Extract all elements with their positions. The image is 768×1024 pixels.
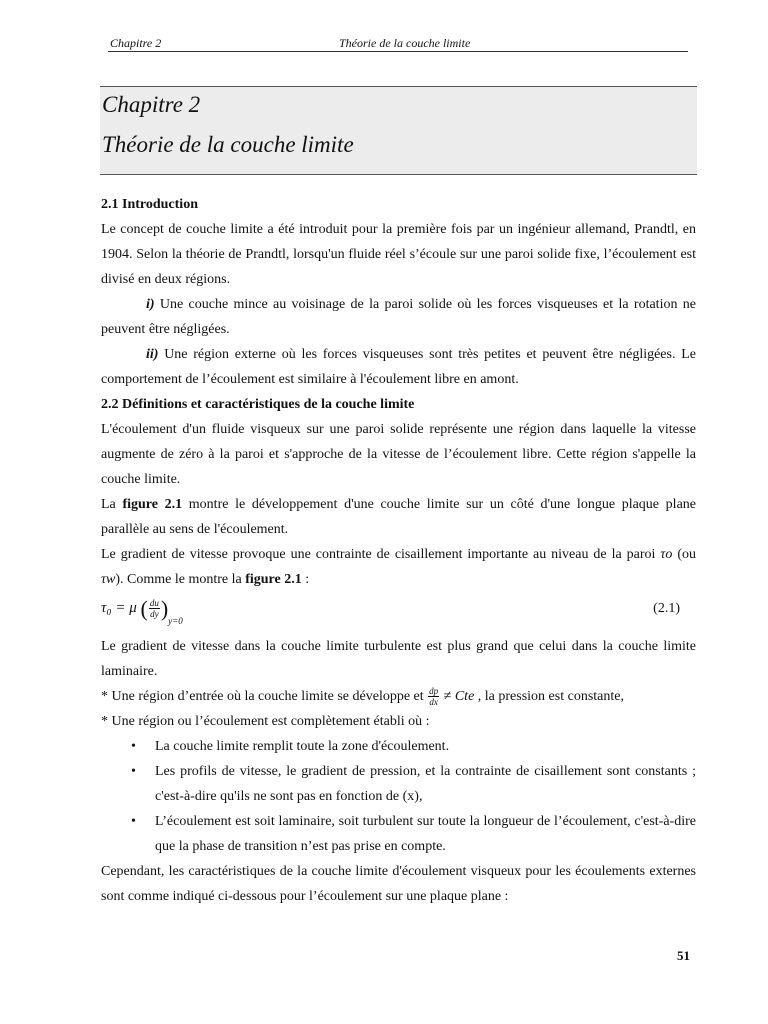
list-item-ii bbox=[101, 342, 696, 392]
chapter-title-box bbox=[100, 86, 697, 175]
bullet-icon: • bbox=[131, 814, 136, 829]
list-item-text: Les profils de vitesse, le gradient de pression, et la contrainte de cisaillement sont constants ; c'est-à-dire qu'ils ne sont pas en fonction de (x), bbox=[155, 764, 696, 804]
paragraph-closing: Cependant, les caractéristiques de la couche limite d'écoulement visqueux pour les écoulements externes sont comme indiqué ci-dessous pour l’écoulement sur une plaque plane : bbox=[101, 864, 696, 904]
text-run: , la pression est constante, bbox=[474, 689, 624, 704]
symbol-tau-w: τw bbox=[101, 572, 116, 587]
list-item-text: L’écoulement est soit laminaire, soit turbulent sur toute la longueur de l’écoulement, c'est-à-dire que la phase de transition n’est pas prise en compte. bbox=[155, 814, 696, 854]
fraction-numerator: du bbox=[149, 598, 159, 609]
text-run: Le gradient de vitesse provoque une contrainte de cisaillement importante au niveau de la paroi bbox=[101, 547, 661, 562]
running-header bbox=[108, 34, 688, 52]
figure-reference: figure 2.1 bbox=[245, 572, 302, 587]
list-item bbox=[101, 759, 696, 809]
symbol-tau-o: τo bbox=[660, 547, 673, 562]
item-i-text: Une couche mince au voisinage de la paroi solide où les forces visqueuses et la rotation ne peuvent être négligées. bbox=[101, 297, 696, 337]
paragraph-turbulent: Le gradient de vitesse dans la couche limite turbulente est plus grand que celui dans la couche limite laminaire. bbox=[101, 639, 696, 679]
bullet-icon: • bbox=[131, 739, 136, 754]
paragraph-definition: L'écoulement d'un fluide visqueux sur une paroi solide représente une région dans laquelle la vitesse augmente de zéro à la paroi et s'approche de la vitesse de l’écoulement libre. Cette région s'appelle la couche limite. bbox=[101, 422, 696, 487]
close-paren: ) bbox=[160, 596, 169, 622]
list-item-text: La couche limite remplit toute la zone d'écoulement. bbox=[155, 739, 450, 754]
running-header-title: Théorie de la couche limite bbox=[339, 36, 471, 50]
list-item bbox=[101, 809, 696, 859]
page-number: 51 bbox=[677, 948, 690, 963]
text-run: montre le développement d'une couche limite sur un côté d'une longue plaque plane parallèle au sens de l'écoulement. bbox=[101, 497, 697, 537]
list-item-i bbox=[101, 292, 696, 342]
equation-subscript: y=0 bbox=[168, 616, 183, 626]
fraction-du-dy bbox=[149, 598, 160, 619]
item-i-label: i) bbox=[146, 297, 155, 312]
paragraph-gradient bbox=[101, 542, 696, 592]
paragraph-entry-region bbox=[101, 684, 696, 709]
chapter-title: Théorie de la couche limite bbox=[102, 132, 354, 157]
bullet-list bbox=[101, 734, 696, 859]
section-heading-introduction: 2.1 Introduction bbox=[101, 197, 198, 212]
section-heading-definitions: 2.2 Définitions et caractéristiques de la couche limite bbox=[101, 397, 415, 412]
fraction-numerator: dp bbox=[429, 686, 439, 697]
figure-reference: figure 2.1 bbox=[122, 497, 183, 512]
text-run: La bbox=[101, 497, 123, 512]
paragraph-figure-ref bbox=[101, 492, 696, 542]
bullet-icon: • bbox=[131, 764, 136, 779]
item-ii-label: ii) bbox=[146, 347, 159, 362]
open-paren: ( bbox=[140, 596, 148, 622]
equation-2-1 bbox=[101, 592, 696, 634]
equation-expression bbox=[101, 596, 183, 634]
running-header-chapter: Chapitre 2 bbox=[110, 36, 162, 50]
fraction-denominator: dy bbox=[150, 609, 159, 620]
paragraph-intro: Le concept de couche limite a été introduit pour la première fois par un ingénieur allemand, Prandtl, en 1904. Selon la théorie de Prandtl, lorsqu'un fluide réel s’écoule sur une paroi solide fixe, l’écoulement est divisé en deux régions. bbox=[101, 222, 696, 287]
equation-number: (2.1) bbox=[653, 601, 680, 616]
chapter-number: Chapitre 2 bbox=[102, 92, 201, 117]
text-run: : bbox=[301, 572, 310, 587]
body-text bbox=[101, 192, 696, 909]
equation-lhs: τ₀ = μ bbox=[101, 600, 137, 616]
text-run: * Une région d’entrée où la couche limite se développe et bbox=[101, 689, 428, 704]
list-item bbox=[101, 734, 696, 759]
paragraph-established-region: * Une région ou l’écoulement est complètement établi où : bbox=[101, 714, 430, 729]
fraction-dp-dx bbox=[428, 686, 439, 707]
text-run: ). Comme le montre la bbox=[115, 572, 246, 587]
not-equal-cte: ≠ Cte bbox=[440, 689, 475, 704]
item-ii-text: Une région externe où les forces visqueuses sont très petites et peuvent être négligées. Le comportement de l’écoulement est similaire à l'écoulement libre en amont. bbox=[101, 347, 696, 387]
text-run: (ou bbox=[672, 547, 696, 562]
fraction-denominator: dx bbox=[429, 697, 438, 708]
